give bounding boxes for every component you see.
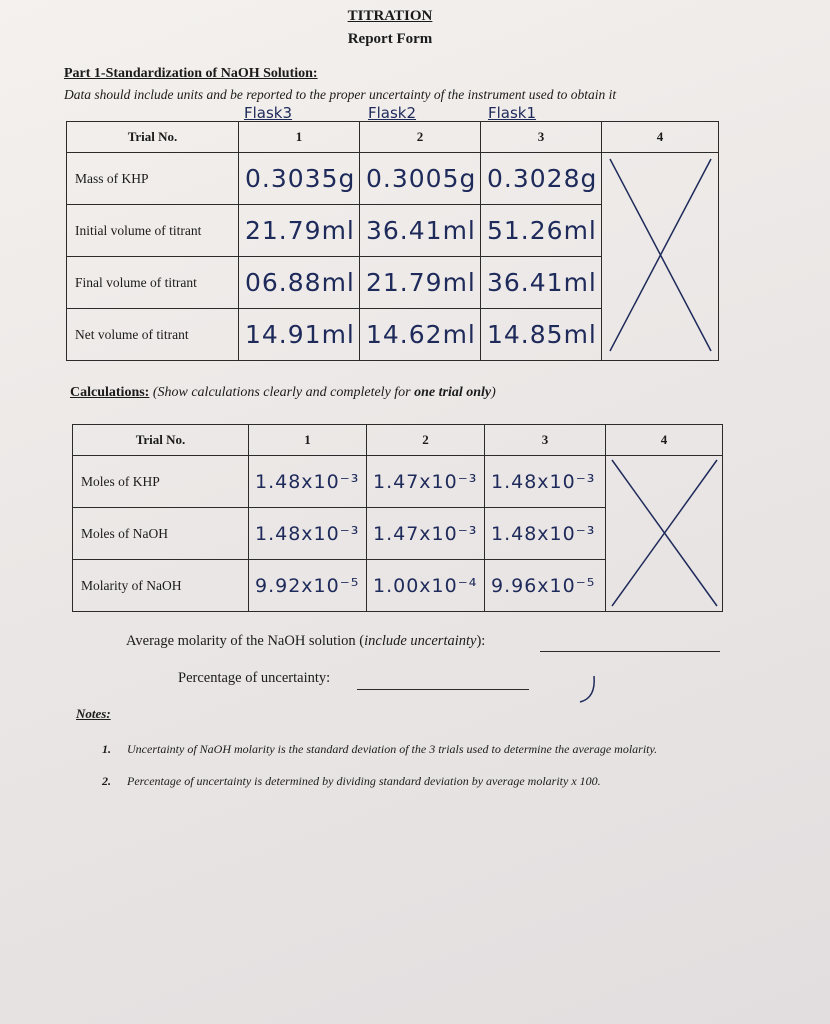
trial-col-1: 1 bbox=[249, 425, 367, 456]
percentage-uncertainty-blank bbox=[357, 689, 529, 690]
cell-value: 14.91ml bbox=[239, 309, 360, 361]
trial-col-2: 2 bbox=[360, 122, 481, 153]
cell-value: 1.48x10⁻³ bbox=[485, 508, 606, 560]
cell-value: 21.79ml bbox=[360, 257, 481, 309]
cell-value: 0.3028g bbox=[481, 153, 602, 205]
notes-heading: Notes: bbox=[76, 706, 111, 721]
note-text: Uncertainty of NaOH molarity is the standard deviation of the 3 trials used to determine the average molarity. bbox=[127, 742, 658, 756]
cell-value: 9.96x10⁻⁵ bbox=[485, 560, 606, 612]
cell-value: 1.48x10⁻³ bbox=[249, 456, 367, 508]
trial-col-4: 4 bbox=[606, 425, 723, 456]
calculations-heading bbox=[70, 385, 496, 401]
flask-label-3: Flask1 bbox=[488, 104, 537, 122]
cell-value: 1.47x10⁻³ bbox=[367, 508, 485, 560]
flask-label-1: Flask3 bbox=[244, 104, 293, 122]
calculations-instruction-end: ) bbox=[491, 385, 496, 400]
table-header-row bbox=[73, 425, 723, 456]
cell-value: 1.48x10⁻³ bbox=[485, 456, 606, 508]
row-label-mass-khp: Mass of KHP bbox=[67, 153, 239, 205]
table-row bbox=[67, 153, 719, 205]
row-label-moles-khp: Moles of KHP bbox=[73, 456, 249, 508]
calculations-instruction: (Show calculations clearly and completely for bbox=[152, 385, 411, 400]
percentage-uncertainty-label: Percentage of uncertainty: bbox=[178, 670, 331, 686]
standardization-table bbox=[66, 121, 719, 361]
cross-out-mark-icon bbox=[606, 456, 723, 609]
pen-mark-icon bbox=[576, 672, 600, 708]
crossed-out-column bbox=[606, 456, 723, 612]
row-label-moles-naoh: Moles of NaOH bbox=[73, 508, 249, 560]
row-label-final-volume: Final volume of titrant bbox=[67, 257, 239, 309]
cell-value: 0.3035g bbox=[239, 153, 360, 205]
cell-value: 0.3005g bbox=[360, 153, 481, 205]
calculations-title: Calculations: bbox=[70, 385, 150, 400]
note-item bbox=[102, 772, 601, 790]
cell-value: 1.48x10⁻³ bbox=[249, 508, 367, 560]
part1-instructions: Data should include units and be reported to the proper uncertainty of the instrument used to obtain it bbox=[64, 87, 617, 102]
page-title: TITRATION bbox=[347, 8, 433, 24]
cell-value: 14.85ml bbox=[481, 309, 602, 361]
note-number: 2. bbox=[102, 774, 111, 788]
cell-value: 36.41ml bbox=[360, 205, 481, 257]
page-subtitle: Report Form bbox=[347, 31, 433, 47]
cross-out-mark-icon bbox=[602, 153, 719, 357]
cell-value: 14.62ml bbox=[360, 309, 481, 361]
trial-no-header: Trial No. bbox=[67, 122, 239, 153]
table-header-row bbox=[67, 122, 719, 153]
trial-col-3: 3 bbox=[485, 425, 606, 456]
cell-value: 51.26ml bbox=[481, 205, 602, 257]
trial-col-3: 3 bbox=[481, 122, 602, 153]
row-label-molarity-naoh: Molarity of NaOH bbox=[73, 560, 249, 612]
average-molarity-blank bbox=[540, 651, 720, 652]
note-number: 1. bbox=[102, 742, 111, 756]
note-item bbox=[102, 740, 657, 758]
trial-no-header: Trial No. bbox=[73, 425, 249, 456]
row-label-initial-volume: Initial volume of titrant bbox=[67, 205, 239, 257]
cell-value: 36.41ml bbox=[481, 257, 602, 309]
calculations-table bbox=[72, 424, 723, 612]
trial-col-4: 4 bbox=[602, 122, 719, 153]
average-label-end: ): bbox=[476, 633, 486, 649]
trial-col-2: 2 bbox=[367, 425, 485, 456]
calculations-instruction-bold: one trial only bbox=[414, 385, 492, 400]
note-text: Percentage of uncertainty is determined by dividing standard deviation by average molarity x 100. bbox=[127, 774, 601, 788]
cell-value: 06.88ml bbox=[239, 257, 360, 309]
cell-value: 1.47x10⁻³ bbox=[367, 456, 485, 508]
cell-value: 1.00x10⁻⁴ bbox=[367, 560, 485, 612]
average-molarity-label bbox=[126, 633, 485, 650]
table-row bbox=[73, 456, 723, 508]
part1-heading: Part 1-Standardization of NaOH Solution: bbox=[64, 66, 318, 81]
average-label-text: Average molarity of the NaOH solution ( bbox=[126, 633, 365, 649]
cell-value: 9.92x10⁻⁵ bbox=[249, 560, 367, 612]
cell-value: 21.79ml bbox=[239, 205, 360, 257]
crossed-out-column bbox=[602, 153, 719, 361]
trial-col-1: 1 bbox=[239, 122, 360, 153]
flask-label-2: Flask2 bbox=[368, 104, 417, 122]
row-label-net-volume: Net volume of titrant bbox=[67, 309, 239, 361]
average-label-italic: include uncertainty bbox=[364, 633, 477, 649]
